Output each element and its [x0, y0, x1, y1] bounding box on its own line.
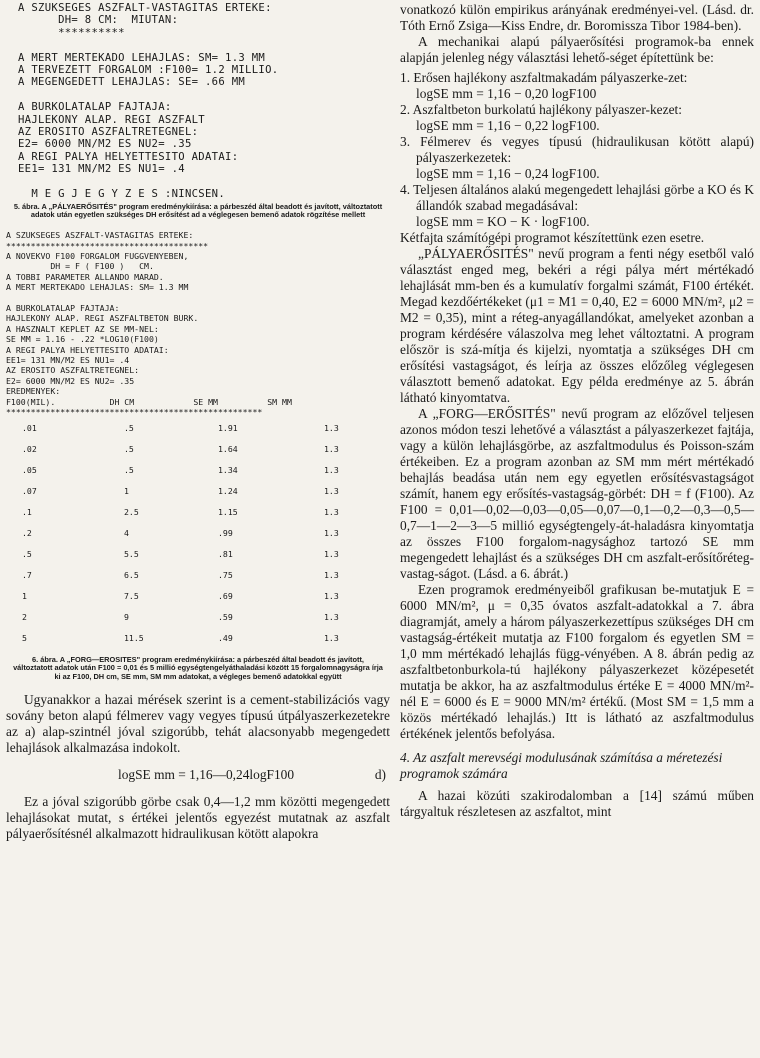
table-cell: .5	[124, 443, 134, 454]
formula-d-label: d)	[374, 766, 386, 782]
table-cell: 11.5	[124, 632, 144, 643]
figure-6-printout-line: A NOVEKVO F100 FORGALOM FUGGVENYEBEN,	[6, 250, 189, 261]
list-item-formula: logSE mm = 1,16 − 0,22 logF100.	[416, 118, 600, 133]
table-row	[6, 549, 390, 570]
list-item: 4. Teljesen általános alakú megengedett lehajlási görbe a KO és K állandók szabad megadásával:	[400, 182, 754, 213]
table-cell: 1.64	[218, 443, 238, 454]
figure-6-printout-line: A MERT MERTEKADO LEHAJLAS: SM= 1.3 MM	[6, 282, 189, 293]
table-cell: 4	[124, 527, 129, 538]
figure-6-printout-line: *****************************************	[6, 240, 209, 251]
figure-5-printout-line: HAJLEKONY ALAP. REGI ASZFALT	[18, 113, 205, 126]
list-item-formula: logSE mm = 1,16 − 0,20 logF100	[416, 86, 597, 101]
table-cell: 1.3	[324, 590, 339, 601]
table-cell: .5	[124, 422, 134, 433]
right-paragraph-7: A hazai közúti szakirodalomban a [14] számú műben tárgyaltuk részletesen az aszfaltot, mint	[400, 788, 754, 819]
formula-d-expression: logSE mm = 1,16—0,24logF100	[118, 766, 295, 782]
table-row	[6, 633, 390, 654]
figure-6-printout-line: A BURKOLATALAP FAJTAJA:	[6, 302, 120, 313]
right-paragraph-3: Kétfajta számítógépi programot készítettünk ezen esetre.	[400, 230, 705, 245]
figure-6-table-rule: ****************************************************	[6, 406, 263, 417]
table-cell: 1.3	[324, 548, 339, 559]
table-row	[6, 465, 390, 486]
table-cell: 1.3	[324, 569, 339, 580]
table-cell: 1.3	[324, 422, 339, 433]
figure-5-printout	[18, 2, 390, 201]
table-cell: .59	[218, 611, 233, 622]
table-cell: 1.3	[324, 611, 339, 622]
figure-5-printout-line: A SZUKSEGES ASZFALT-VASTAGITAS ERTEKE:	[18, 2, 272, 14]
table-cell: .99	[218, 527, 233, 538]
left-column	[6, 2, 390, 842]
table-cell: 7.5	[124, 590, 139, 601]
left-paragraph-2: Ez a jóval szigorúbb görbe csak 0,4—1,2 mm közötti megengedett lehajlásokat mutat, s értékei jelentős egyezést mutatnak az aszfalt pályaerősítésnél alkalmazott hidraulikusan kötött alapokra	[6, 793, 390, 841]
left-paragraph-1: Ugyanakkor a hazai mérések szerint is a cement-stabilizációs vagy sovány beton alapú félmerev vagy vegyes típusú útpályaszerkezetekre az a) alap-szintnél jóval szigorúbb, tehát alacsonyabb megengedett lehajlások alkalmazása indokolt.	[6, 691, 390, 755]
figure-5-printout-line: A MEGENGEDETT LEHAJLAS: SE= .66 MM	[18, 76, 246, 89]
right-paragraph-4: „PÁLYAERŐSITÉS" nevű program a fenti négy esetből való választást enged meg, bekéri a régi pálya mért mértékadó lehajlását mm-ben és a kumulatív forgalmi számát, F100 értékét. Megad kezdőértékeket (μ1 = M1 = 0,40, E2 = 6000 MN/m², μ2 = M2 = 0,35), mint a réteg-anyagállandókat, amelyeket azonban a program kérdésére válaszolva meg lehet változtatni. A program először is szá-mítja és kijelzi, nyomtatja a szükséges DH cm erősítési vastagságot, és leírja az összes előzőleg véglegesen választott bemenő adatokat. Egy példa eredménye az 5. ábrán látható kinyomtatva.	[400, 246, 754, 405]
right-paragraph-2: A mechanikai alapú pályaerősítési programok-ba ennek alapján jelenleg négy választási lehető-séget építettünk be:	[400, 34, 754, 65]
table-cell: .81	[218, 548, 233, 559]
figure-6-printout-line: A TOBBI PARAMETER ALLANDO MARAD.	[6, 271, 164, 282]
table-row	[6, 528, 390, 549]
table-cell: 6.5	[124, 569, 139, 580]
table-row	[6, 486, 390, 507]
right-paragraph-1: vonatkozó külön empirikus arányának eredményei-vel. (Lásd. dr. Tóth Ernő Zsiga—Kiss Endre, dr. Boromissza Tibor 1984-ben).	[400, 2, 754, 33]
table-cell: 5	[22, 632, 27, 643]
figure-6-printout-line: E2= 6000 MN/M2 ES NU2= .35	[6, 375, 135, 386]
list-item: 3. Félmerev és vegyes típusú (hidraulikusan kötött alapú) pályaszerkezetek:	[400, 134, 754, 165]
figure-5-printout-line: A REGI PALYA HELYETTESITO ADATAI:	[18, 150, 239, 163]
table-cell: 2	[22, 611, 27, 622]
table-row	[6, 423, 390, 444]
table-cell: .05	[22, 464, 37, 475]
table-row	[6, 612, 390, 633]
figure-6-printout-line: EREDMENYEK:	[6, 386, 61, 397]
right-paragraph-6: Ezen programok eredményeiből grafikusan be-mutatjuk E = 6000 MN/m², μ = 0,35 óvatos aszfalt-adatokkal a 7. ábra diagramját, amely a három pályaszerkezettípus szükséges DH cm vastagság-értékeit mutatja az F100 forgalom és egyetlen SM = 1,0 mm mértékadó lehajlás függ-vényében. A 8. ábrán pedig az aszfaltbetonburkola-tú hajlékony pályaszerkezet középesetét mutatja be akkor, ha az aszfaltmodulus értéke E = 4000 MN/m²-nél E = 6000 és E = 9000 MN/m² értékű. (Most SM = 1,5 mm a közös mértékadó lehajlás.) Itt is látható az aszfaltmodulus értékének jelentős befolyása.	[400, 582, 754, 741]
table-cell: 1.91	[218, 422, 238, 433]
table-cell: 1.3	[324, 464, 339, 475]
list-item: 1. Erősen hajlékony aszfaltmakadám pályaszerke-zet:	[400, 70, 688, 85]
table-cell: .01	[22, 422, 37, 433]
figure-6-printout-line: AZ EROSITO ASZFALTRETEGNEL:	[6, 365, 140, 376]
table-cell: 1.3	[324, 632, 339, 643]
figure-6-printout	[6, 230, 390, 397]
table-row	[6, 570, 390, 591]
table-cell: 9	[124, 611, 129, 622]
figure-6-caption: 6. ábra. A „FORG—EROSITES" program eredménykiírása: a párbeszéd által beadott és javított, változtatott adatok után F100 = 0,01 és 5 millió egységtengelyáthaladási között 15 forgalomnagyságra írja ki az F100, DH cm, SE mm, SM mm adatokat, a végleges bemenő adatokkal együtt	[13, 654, 383, 682]
table-cell: 1.3	[324, 527, 339, 538]
formula-d	[6, 766, 390, 784]
figure-6-printout-line: EE1= 131 MN/M2 ES NU1= .4	[6, 354, 130, 365]
figure-6-printout-line: DH = F ( F100 ) CM.	[6, 261, 154, 272]
list-item-formula: logSE mm = KO − K · logF100.	[416, 214, 590, 229]
table-cell: .75	[218, 569, 233, 580]
table-cell: 1.24	[218, 485, 238, 496]
table-row	[6, 591, 390, 612]
table-cell: 1.3	[324, 506, 339, 517]
table-cell: .49	[218, 632, 233, 643]
table-cell: .5	[22, 548, 32, 559]
table-cell: .02	[22, 443, 37, 454]
figure-5-printout-line: A TERVEZETT FORGALOM :F100= 1.2 MILLIO.	[18, 64, 279, 77]
table-cell: .2	[22, 527, 32, 538]
figure-5-printout-line: DH= 8 CM: MIUTAN:	[18, 14, 179, 27]
list-item: 2. Aszfaltbeton burkolatú hajlékony pályaszer-kezet:	[400, 102, 682, 117]
figure-5-printout-line: AZ EROSITO ASZFALTRETEGNEL:	[18, 126, 199, 139]
table-cell: 1	[22, 590, 27, 601]
table-cell: .07	[22, 485, 37, 496]
table-cell: 5.5	[124, 548, 139, 559]
list-item-formula: logSE mm = 1,16 − 0,24 logF100.	[416, 166, 600, 181]
figure-6-printout-line: A HASZNALT KEPLET AZ SE MM-NEL:	[6, 323, 159, 334]
right-column	[400, 2, 754, 820]
figure-6-table-header: F100(MIL). DH CM SE MM SM MM	[6, 396, 292, 407]
table-cell: 1.3	[324, 485, 339, 496]
table-cell: 1.3	[324, 443, 339, 454]
figure-5-printout-line: M E G J E G Y Z E S :NINCSEN.	[18, 188, 226, 201]
table-cell: .1	[22, 506, 32, 517]
figure-6-printout-line: SE MM = 1.16 - .22 *LOG10(F100)	[6, 334, 159, 345]
figure-5-printout-line: EE1= 131 MN/M2 ES NU1= .4	[18, 163, 185, 176]
table-cell: .69	[218, 590, 233, 601]
figure-5-printout-line: A BURKOLATALAP FAJTAJA:	[18, 101, 172, 114]
table-cell: .5	[124, 464, 134, 475]
section-heading-4: 4. Az aszfalt merevségi modulusának számítása a méretezési programok számára	[400, 750, 723, 781]
right-paragraph-5: A „FORG—ERŐSITÉS" nevű program az előzővel teljesen azonos módon teszi lehetővé a választást a pályaszerkezet fajtája, vagy a külön lehajlásgörbe, az aszfaltmodulus és Poisson-szám értékeiben. Ez a program azonban az SM mm mért mértékadó behajlás beadása után nem egy egyetlen erősítésvastagságot számít, hanem egy erősítés-vastagság-görbét: DH = f (F100). Az F100 = 0,01—0,02—0,03—0,05—0,07—0,1—0,2—0,3—0,5—0,7—1—2—3—5 millió egységtengely-át-haladásra kinyomtatja az összes F100 forgalom-nagysághoz tartozó SE mm megengedett lehajlást és a szükséges DH cm aszfalt-erősítőréteg-vastag-ságot. (Lásd. a 6. ábrát.)	[400, 406, 754, 581]
table-cell: 1.15	[218, 506, 238, 517]
figure-5-printout-line: A MERT MERTEKADO LEHAJLAS: SM= 1.3 MM	[18, 51, 266, 64]
figure-6-printout-line: A SZUKSEGES ASZFALT-VASTAGITAS ERTEKE:	[6, 230, 194, 241]
figure-5-caption: 5. ábra. A „PÁLYAERŐSITÉS" program eredménykiírása: a párbeszéd által beadott és javított, változtatott adatok után egyetlen szükséges DH erősítést ad a véglegesen bemenő adatok rögzítése mellett	[13, 201, 383, 220]
table-row	[6, 444, 390, 465]
figure-6-printout-line: A REGI PALYA HELYETTESITO ADATAI:	[6, 344, 169, 355]
program-options-list	[400, 70, 754, 230]
table-cell: 1.34	[218, 464, 238, 475]
table-cell: 2.5	[124, 506, 139, 517]
figure-5-printout-line: **********	[18, 26, 125, 39]
table-row	[6, 507, 390, 528]
figure-6-printout-line: HAJLEKONY ALAP. REGI ASZFALTBETON BURK.	[6, 313, 199, 324]
figure-5-printout-line: E2= 6000 MN/M2 ES NU2= .35	[18, 138, 192, 151]
figure-6-table	[6, 423, 390, 654]
table-cell: .7	[22, 569, 32, 580]
table-cell: 1	[124, 485, 129, 496]
